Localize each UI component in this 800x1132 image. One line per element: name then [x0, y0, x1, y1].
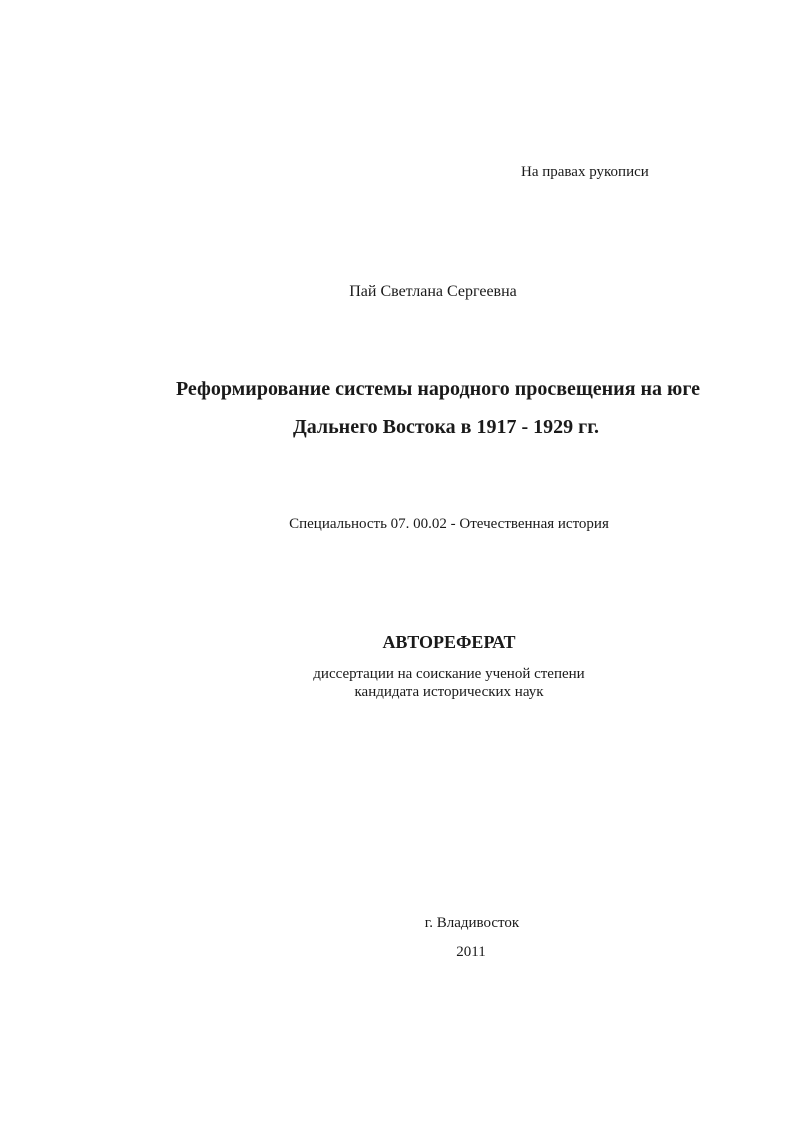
specialty-line: Специальность 07. 00.02 - Отечественная история: [289, 516, 609, 532]
year-line: 2011: [456, 944, 486, 960]
abstract-subtitle-1: диссертации на соискание ученой степени: [313, 666, 585, 682]
rights-note: На правах рукописи: [521, 164, 649, 180]
abstract-subtitle-2: кандидата исторических наук: [354, 684, 544, 700]
title-line-2: Дальнего Востока в 1917 - 1929 гг.: [292, 416, 600, 438]
abstract-label: АВТОРЕФЕРАТ: [382, 632, 516, 652]
author-name: Пай Светлана Сергеевна: [349, 283, 517, 300]
city-line: г. Владивосток: [424, 915, 520, 931]
title-line-1: Реформирование системы народного просвещения на юге: [175, 378, 701, 400]
